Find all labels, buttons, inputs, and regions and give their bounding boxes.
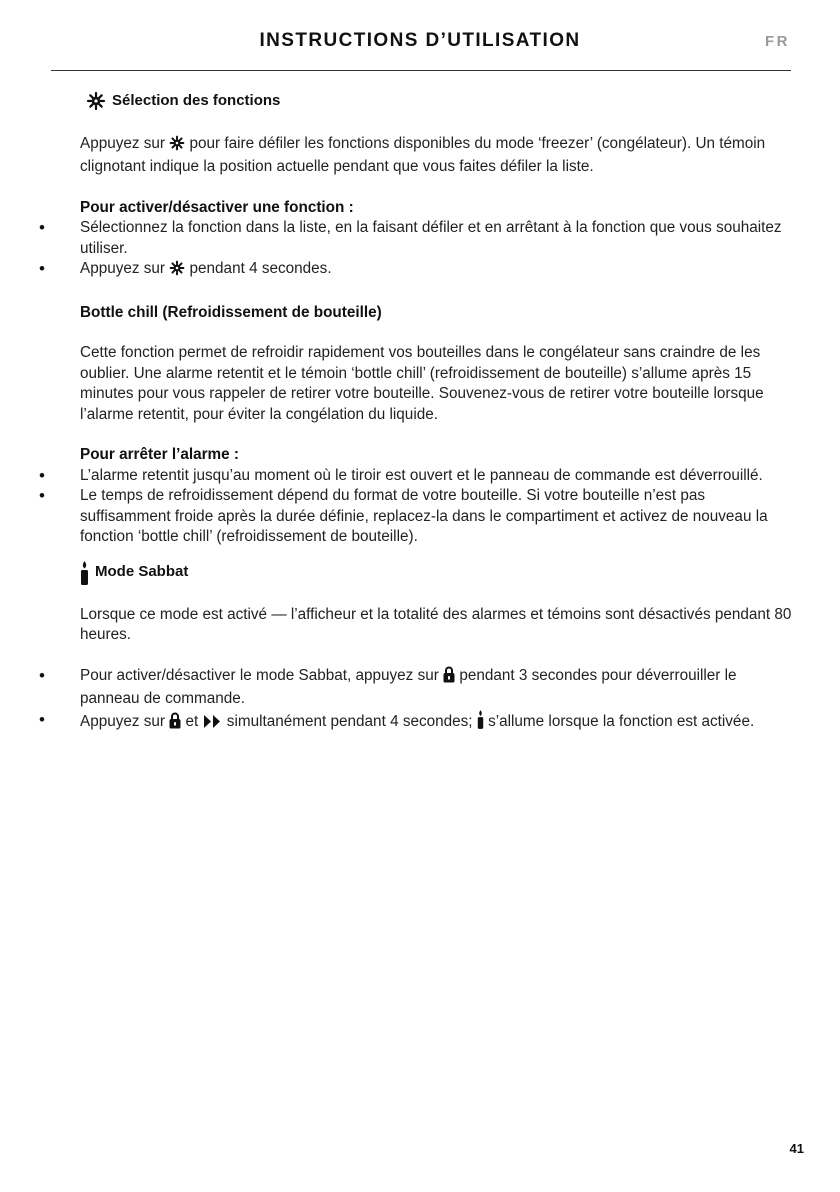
section-heading-selection: [86, 91, 792, 112]
activate-subheading: Pour activer/désactiver une fonction :: [80, 198, 354, 216]
lock-icon: [443, 666, 455, 690]
section-heading-sabbath: [80, 561, 792, 585]
selection-intro: Appuyez sur pour faire défiler les fonctions disponibles du mode ‘freezer’ (congélateur). Un témoin clignotant indique la position actuelle pendant que vous faites défiler la liste.: [80, 134, 766, 175]
page-title: INSTRUCTIONS D’UTILISATION: [259, 30, 581, 51]
double-chevron-right-icon: [203, 714, 223, 736]
candle-icon: [477, 710, 484, 736]
list-item: • Sélectionnez la fonction dans la liste, en la faisant défiler et en arrêtant à la fonction que vous souhaitez utiliser.: [80, 218, 792, 259]
list-item: • Appuyez sur et simultanément pendant 4 secondes; s’allume lorsque la fonction est activée.: [80, 710, 792, 736]
list-item: • Appuyez sur pendant 4 secondes.: [80, 259, 792, 283]
header-divider: [51, 70, 791, 71]
snowflake-gear-icon: [86, 91, 106, 111]
list-item: • Le temps de refroidissement dépend du format de votre bouteille. Si votre bouteille n’est pas suffisamment froide après la durée définie, replacez-la dans le compartiment et activez de nouveau la fonction ‘bottle chill’ (refroidissement de bouteille).: [80, 486, 792, 548]
list-item: • L’alarme retentit jusqu’au moment où le tiroir est ouvert et le panneau de commande est déverrouillé.: [80, 466, 792, 487]
language-label: FR: [765, 33, 790, 50]
bottle-chill-paragraph: Cette fonction permet de refroidir rapidement vos bouteilles dans le congélateur sans craindre de les oublier. Une alarme retentit et le témoin ‘bottle chill’ (refroidissement de bouteille) s’allume après 15 minutes pour vous rappeler de retirer votre bouteille. Souvenez-vous de retirer votre bouteille lorsque l’alarme retentit, pour éviter la congélation du liquide.: [80, 344, 764, 423]
snowflake-gear-icon: [169, 260, 185, 283]
candle-icon: [80, 561, 89, 585]
activate-list: [80, 218, 792, 283]
sabbath-paragraph: Lorsque ce mode est activé — l’afficheur et la totalité des alarmes et témoins sont désactivés pendant 80 heures.: [80, 605, 792, 643]
section-heading-selection-text: Sélection des fonctions: [112, 92, 281, 109]
lock-icon: [169, 712, 181, 736]
page-content: [80, 91, 792, 735]
sabbath-list: [80, 666, 792, 736]
page-number: 41: [789, 1141, 804, 1156]
alarm-list: [80, 466, 792, 548]
alarm-subheading: Pour arrêter l’alarme :: [80, 446, 239, 463]
section-heading-bottle-chill: Bottle chill (Refroidissement de bouteille): [80, 303, 382, 321]
list-item: • Pour activer/désactiver le mode Sabbat, appuyez sur pendant 3 secondes pour déverrouiller le panneau de commande.: [80, 666, 792, 710]
snowflake-gear-icon: [169, 135, 185, 158]
section-heading-sabbath-text: Mode Sabbat: [95, 563, 189, 581]
